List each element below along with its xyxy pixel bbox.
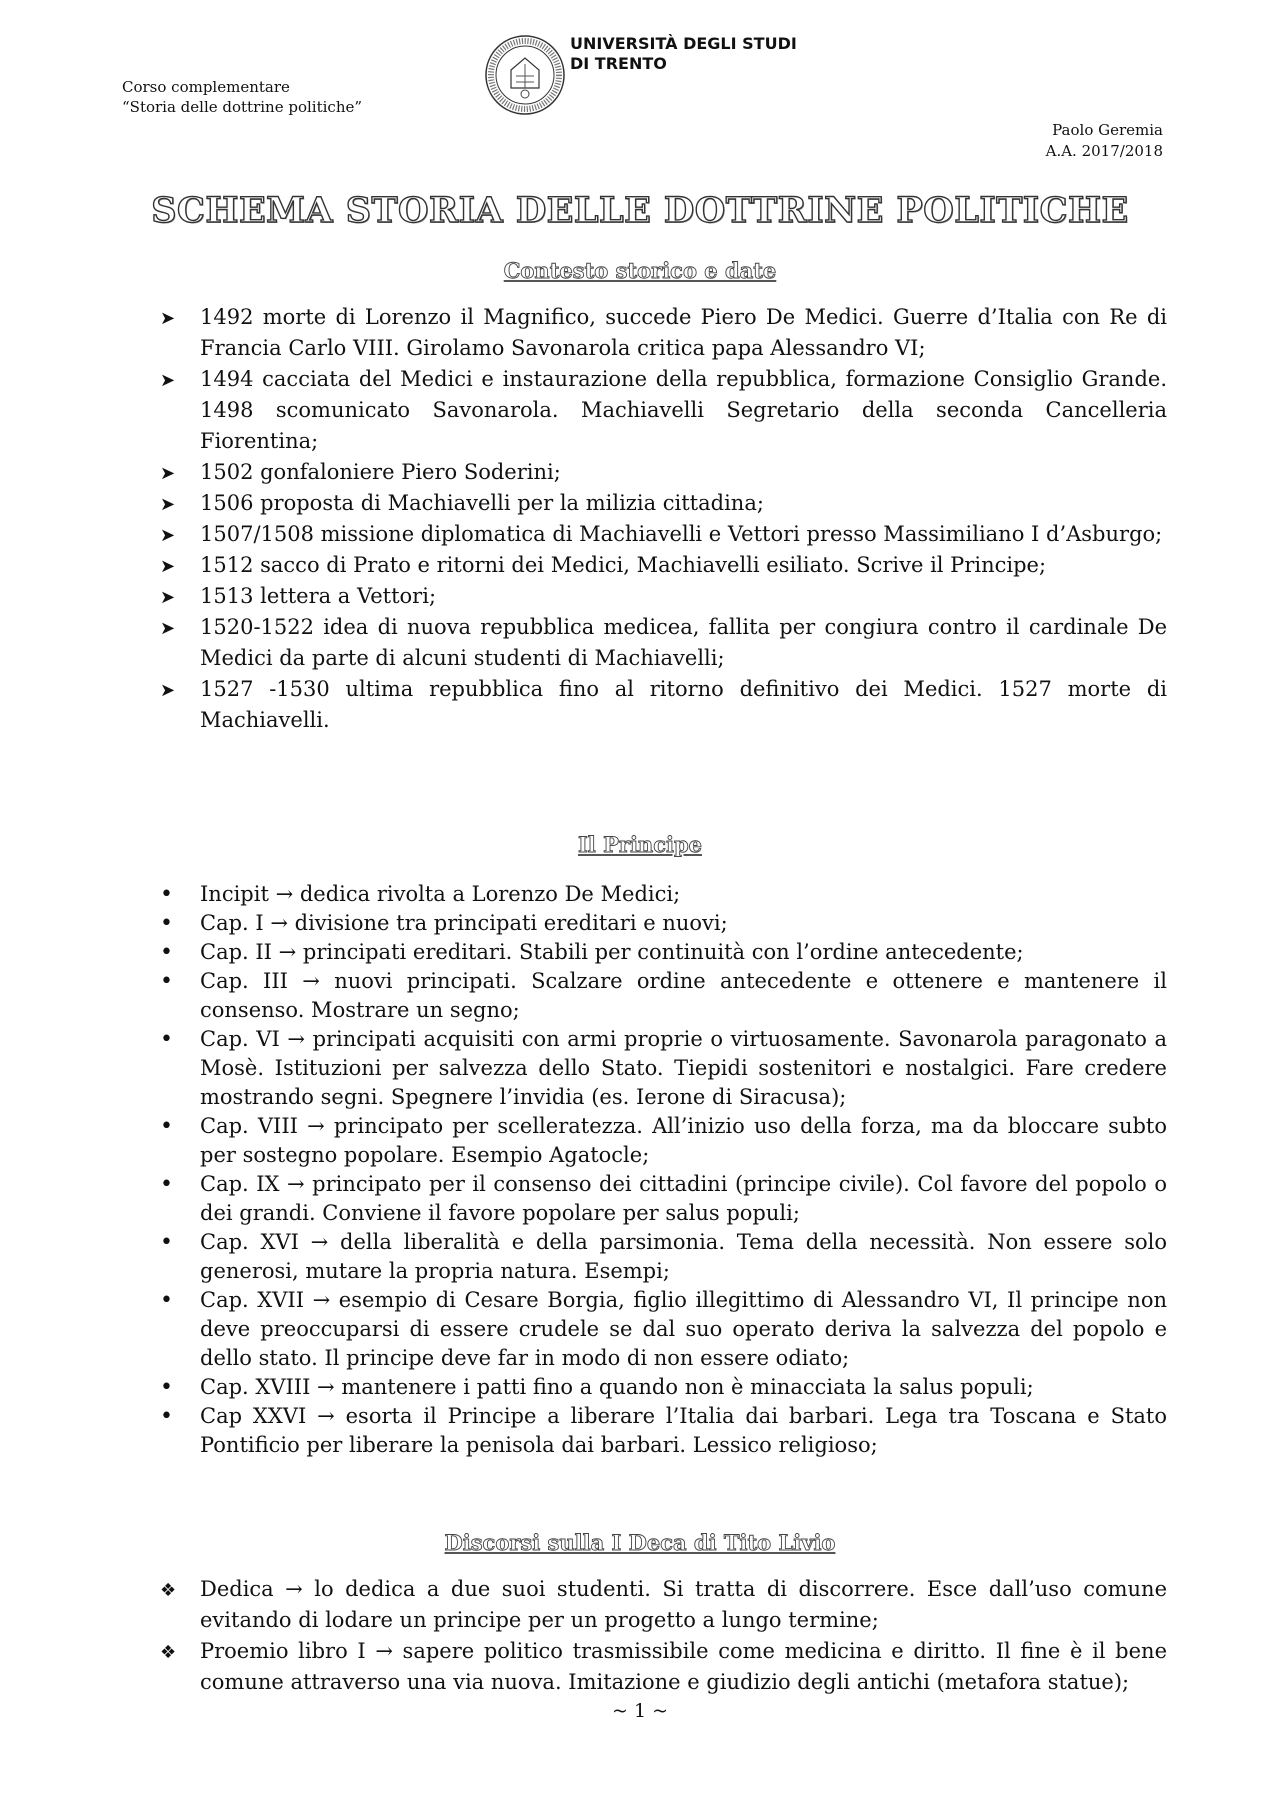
list-item: • Cap. XVIII → mantenere i patti fino a quando non è minacciata la salus populi; [160,1373,1167,1402]
list-item: • Cap. II → principati ereditari. Stabili per continuità con l’ordine antecedente; [160,938,1167,967]
author-block [1046,120,1163,162]
list-item: • Cap. IX → principato per il consenso dei cittadini (principe civile). Col favore del popolo o dei grandi. Conviene il favore popolare per salus populi; [160,1170,1167,1228]
course-line-2: “Storia delle dottrine politiche” [122,98,363,116]
arrow-bullet-icon [160,488,190,520]
list-item: ❖ Dedica → lo dedica a due suoi studenti. Si tratta di discorrere. Esce dall’uso comune evitando di lodare un principe per un progetto a lungo termine; [160,1574,1167,1636]
arrow-bullet-icon [160,581,190,613]
discorsi-list [160,1574,1167,1698]
dot-bullet-icon [160,938,190,967]
list-item: ➤ 1494 cacciata del Medici e instaurazione della repubblica, formazione Consiglio Grande. 1498 scomunicato Savonarola. Machiavelli Segretario della seconda Cancelleria Fiorentina; [160,364,1167,457]
list-item: ➤ 1520-1522 idea di nuova repubblica medicea, fallita per congiura contro il cardinale De Medici da parte di alcuni studenti di Machiavelli; [160,612,1167,674]
arrow-bullet-icon [160,674,190,706]
list-item: ➤ 1512 sacco di Prato e ritorni dei Medici, Machiavelli esiliato. Scrive il Principe; [160,550,1167,581]
dot-bullet-icon [160,1402,190,1431]
diamond-bullet-icon [160,1636,190,1668]
arrow-bullet-icon [160,457,190,489]
list-item: • Incipit → dedica rivolta a Lorenzo De Medici; [160,880,1167,909]
dot-bullet-icon [160,1170,190,1199]
list-item: ➤ 1506 proposta di Machiavelli per la milizia cittadina; [160,488,1167,519]
list-item: ❖ Proemio libro I → sapere politico trasmissibile come medicina e diritto. Il fine è il bene comune attraverso una via nuova. Imitazione e giudizio degli antichi (metafora statue); [160,1636,1167,1698]
arrow-bullet-icon [160,302,190,334]
academic-year: A.A. 2017/2018 [1045,142,1163,160]
list-item: • Cap. VI → principati acquisiti con armi proprie o virtuosamente. Savonarola paragonato a Mosè. Istituzioni per salvezza dello Stato. Tiepidi sostenitori e nostalgici. Fare credere mostrando segni. Spegnere l’invidia (es. Ierone di Siracusa); [160,1025,1167,1112]
document-title: SCHEMA STORIA DELLE DOTTRINE POLITICHE [151,190,1129,231]
list-item: • Cap. XVI → della liberalità e della parsimonia. Tema della necessità. Non essere solo generosi, mutare la propria natura. Esempi; [160,1228,1167,1286]
arrow-bullet-icon [160,550,190,582]
arrow-bullet-icon [160,519,190,551]
list-item: ➤ 1527 -1530 ultima repubblica fino al ritorno definitivo dei Medici. 1527 morte di Machiavelli. [160,674,1167,736]
course-line-1: Corso complementare [122,78,290,96]
dot-bullet-icon [160,880,190,909]
list-item: • Cap. III → nuovi principati. Scalzare ordine antecedente e ottenere e mantenere il consenso. Mostrare un segno; [160,967,1167,1025]
list-item: • Cap XXVI → esorta il Principe a liberare l’Italia dai barbari. Lega tra Toscana e Stato Pontificio per liberare la penisola dai barbari. Lessico religioso; [160,1402,1167,1460]
list-item: ➤ 1513 lettera a Vettori; [160,581,1167,612]
dot-bullet-icon [160,1286,190,1315]
university-line-2: DI TRENTO [570,54,667,73]
list-item: ➤ 1502 gonfaloniere Piero Soderini; [160,457,1167,488]
list-item: • Cap. I → divisione tra principati ereditari e nuovi; [160,909,1167,938]
section-heading-principe: Il Principe [577,832,703,857]
list-item: ➤ 1507/1508 missione diplomatica di Machiavelli e Vettori presso Massimiliano I d’Asburgo; [160,519,1167,550]
diamond-bullet-icon [160,1574,190,1606]
section-heading-contesto: Contesto storico e date [503,258,777,283]
course-info [122,77,362,117]
list-item: ➤ 1492 morte di Lorenzo il Magnifico, succede Piero De Medici. Guerre d’Italia con Re di Francia Carlo VIII. Girolamo Savonarola critica papa Alessandro VI; [160,302,1167,364]
dot-bullet-icon [160,967,190,996]
dot-bullet-icon [160,909,190,938]
university-seal-logo [484,34,566,116]
author-name: Paolo Geremia [1052,121,1163,139]
university-line-1: UNIVERSITÀ DEGLI STUDI [570,34,797,53]
dot-bullet-icon [160,1373,190,1402]
dot-bullet-icon [160,1025,190,1054]
list-item: • Cap. VIII → principato per scelleratezza. All’inizio uso della forza, ma da bloccare subto per sostegno popolare. Esempio Agatocle; [160,1112,1167,1170]
section-heading-discorsi: Discorsi sulla I Deca di Tito Livio [444,1530,836,1555]
arrow-bullet-icon [160,364,190,396]
timeline-list [160,302,1167,736]
list-item: • Cap. XVII → esempio di Cesare Borgia, figlio illegittimo di Alessandro VI, Il principe non deve preoccuparsi di essere crudele se dal suo operato deriva la salvezza del popolo e dello stato. Il principe deve far in modo di non essere odiato; [160,1286,1167,1373]
arrow-bullet-icon [160,612,190,644]
dot-bullet-icon [160,1112,190,1141]
dot-bullet-icon [160,1228,190,1257]
page-number: ~ 1 ~ [611,1700,668,1722]
principe-list [160,880,1167,1460]
university-name [570,34,797,74]
